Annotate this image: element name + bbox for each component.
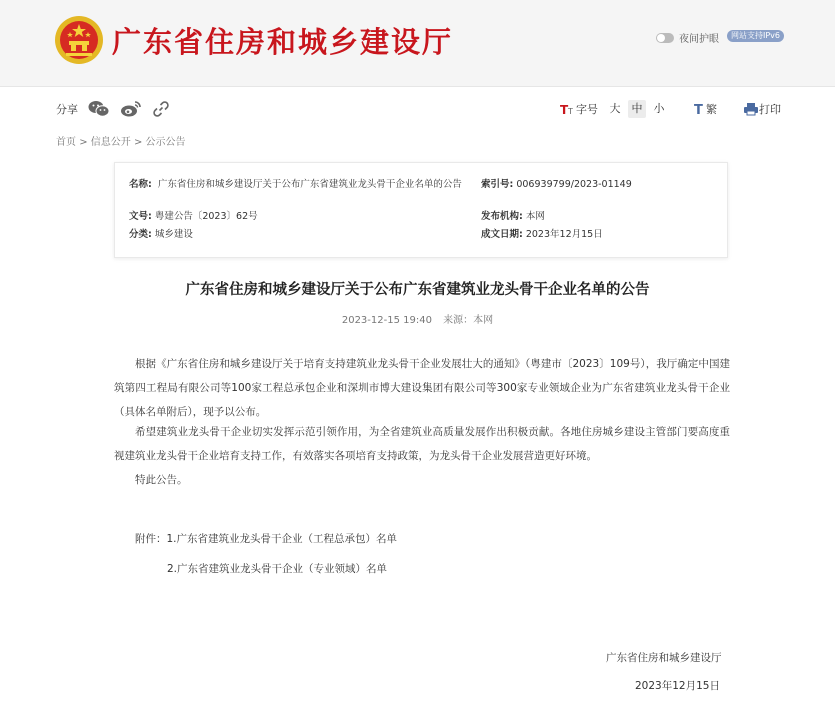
share-bar <box>56 100 170 118</box>
breadcrumb <box>56 133 186 148</box>
signature: 广东省住房和城乡建设厅 <box>606 652 722 664</box>
article-paragraph: 希望建筑业龙头骨干企业切实发挥示范引领作用，为全省建筑业高质量发展作出积极贡献。各地住房城乡建设主管部门要高度重视建筑业龙头骨干企业培育支持工作，有效落实各项培育支持政策，为龙头骨干企业发展营造更好环境。 <box>114 426 730 462</box>
site-header <box>0 0 835 87</box>
print-label: 打印 <box>759 103 781 116</box>
meta-doc-no-value: 粤建公告〔2023〕62号 <box>154 211 258 222</box>
attachment-link-2[interactable]: 2.广东省建筑业龙头骨干企业（专业领域）名单 <box>167 563 388 575</box>
attachment-link-1[interactable]: 1.广东省建筑业龙头骨干企业（工程总承包）名单 <box>166 533 398 545</box>
meta-date-row <box>481 227 603 242</box>
font-size-label: 字号 <box>576 103 598 116</box>
svg-text:T: T <box>568 107 573 116</box>
meta-index-value: 006939799/2023-01149 <box>516 179 632 190</box>
national-emblem-icon <box>54 15 104 65</box>
toggle-switch[interactable] <box>656 33 674 43</box>
document-meta-box <box>114 162 728 258</box>
article-source: 来源：本网 <box>443 315 494 326</box>
meta-date-label: 成文日期: <box>481 229 523 240</box>
night-mode-toggle[interactable] <box>656 30 719 45</box>
meta-publisher-label: 发布机构: <box>481 211 523 222</box>
article-meta <box>0 311 835 326</box>
traditional-chinese-button[interactable] <box>694 101 717 117</box>
breadcrumb-separator: > <box>79 137 88 148</box>
reading-tools <box>560 100 781 118</box>
wechat-icon[interactable] <box>88 100 110 118</box>
traditional-label: 繁 <box>706 103 717 116</box>
article-title: 广东省住房和城乡建设厅关于公布广东省建筑业龙头骨干企业名单的公告 <box>185 282 650 298</box>
sign-date: 2023年12月15日 <box>635 680 720 692</box>
ipv6-badge: 网站支持IPv6 <box>727 30 784 42</box>
traditional-icon <box>694 102 706 116</box>
breadcrumb-info-disclosure[interactable]: 信息公开 <box>90 137 131 148</box>
link-icon[interactable] <box>152 100 170 118</box>
meta-name-row <box>129 177 469 192</box>
meta-name-value: 广东省住房和城乡建设厅关于公布广东省建筑业龙头骨干企业名单的公告 <box>157 179 462 190</box>
night-mode-label[interactable]: 夜间护眼 <box>679 34 719 45</box>
meta-publisher-row <box>481 209 545 224</box>
site-title[interactable]: 广东省住房和城乡建设厅 <box>112 25 454 59</box>
print-button[interactable] <box>743 101 781 117</box>
article-datetime: 2023-12-15 19:40 <box>341 315 432 326</box>
font-size-small-button[interactable]: 小 <box>653 102 665 115</box>
breadcrumb-home[interactable]: 首页 <box>56 137 76 148</box>
meta-date-value: 2023年12月15日 <box>525 229 603 240</box>
attachment-label: 附件： <box>135 533 167 545</box>
attachment-row <box>135 531 397 546</box>
font-size-icon <box>560 102 576 116</box>
font-size-large-button[interactable]: 大 <box>609 102 621 115</box>
meta-category-value: 城乡建设 <box>154 229 193 240</box>
meta-name-label: 名称: <box>129 179 152 190</box>
svg-text:T: T <box>560 103 569 116</box>
breadcrumb-separator: > <box>133 137 143 148</box>
meta-doc-no-row <box>129 209 258 224</box>
breadcrumb-announcements[interactable]: 公示公告 <box>145 137 186 148</box>
article-paragraph: 根据《广东省住房和城乡建设厅关于培育支持建筑业龙头骨干企业发展壮大的通知》（粤建市〔2023〕109号），我厅确定中国建筑第四工程局有限公司等100家工程总承包企业和深圳市博大建设集团有限公司等300家专业领域企业为广东省建筑业龙头骨干企业（具体名单附后），现予以公布。 <box>114 358 730 418</box>
meta-category-row <box>129 227 193 242</box>
font-size-medium-button[interactable]: 中 <box>628 100 646 118</box>
article-paragraph: 特此公告。 <box>135 474 188 486</box>
printer-icon <box>743 102 759 116</box>
meta-index-label: 索引号: <box>481 179 514 190</box>
meta-doc-no-label: 文号: <box>129 211 152 222</box>
meta-publisher-value: 本网 <box>525 211 545 222</box>
attachment-row <box>167 561 387 576</box>
weibo-icon[interactable] <box>120 100 142 118</box>
meta-category-label: 分类: <box>129 229 152 240</box>
meta-index-row <box>481 177 632 192</box>
share-label: 分享 <box>56 103 78 116</box>
svg-text:T: T <box>694 103 703 116</box>
